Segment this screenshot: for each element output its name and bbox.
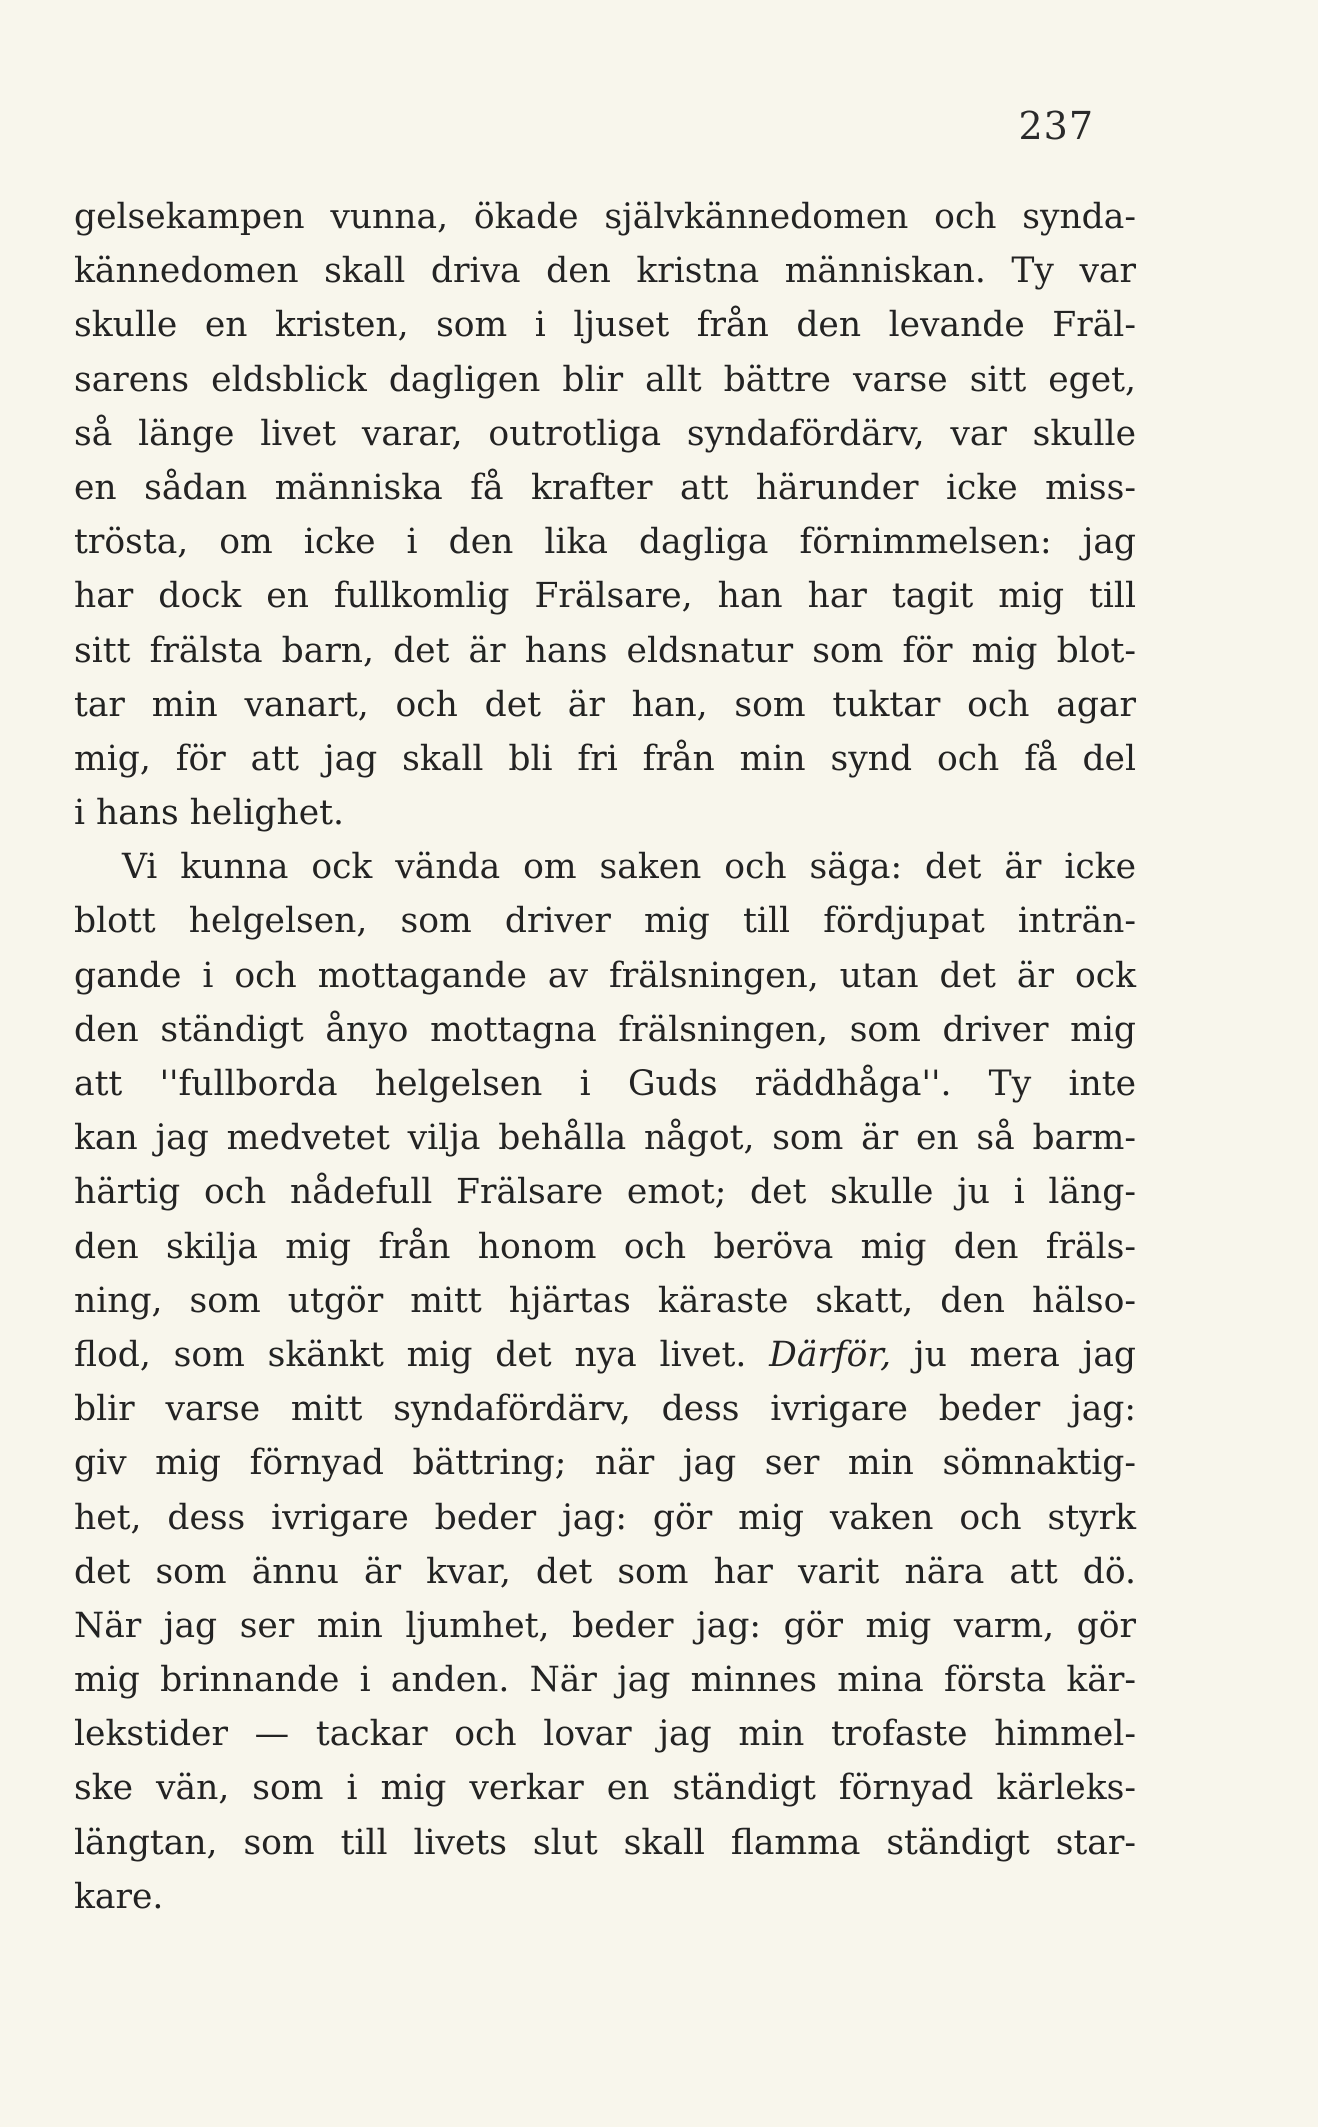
text-line-content: den ständigt ånyo mottagna frälsningen, som driver mig [74,1009,1136,1050]
text-line-content: kan jag medvetet vilja behålla något, som är en så barm- [74,1118,1136,1159]
text-line [74,190,1136,244]
text-line-content: giv mig förnyad bättring; när jag ser min sömnaktig- [74,1443,1136,1484]
text-line-content: längtan, som till livets slut skall flamma ständigt star- [74,1822,1136,1863]
text-line [74,1870,1136,1924]
text-line-content: kare. [74,1876,164,1917]
text-line [74,1436,1136,1490]
text-line [74,1382,1136,1436]
text-line-content: den skilja mig från honom och beröva mig den fräls- [74,1226,1136,1267]
text-line [74,1328,1136,1382]
text-line [74,894,1136,948]
text-line-content: gande i och mottagande av frälsningen, utan det är ock [74,955,1136,996]
text-line [74,1111,1136,1165]
text-line-content: trösta, om icke i den lika dagliga förnimmelsen: jag [74,522,1136,563]
text-line-content: i hans helighet. [74,793,344,834]
text-line [74,298,1136,352]
text-line-content: tar min vanart, och det är han, som tuktar och agar [74,684,1136,725]
text-line [74,1003,1136,1057]
text-line-content: flod, som skänkt mig det nya livet. [74,1334,770,1375]
text-line [74,244,1136,298]
text-line-content: så länge livet varar, outrotliga syndafördärv, var skulle [74,413,1136,454]
text-line-content: sarens eldsblick dagligen blir allt bättre varse sitt eget, [74,359,1136,400]
text-line [74,732,1136,786]
text-line [74,1057,1136,1111]
text-line [74,786,1136,840]
body-text [74,190,1136,1924]
text-line-content: När jag ser min ljumhet, beder jag: gör mig varm, gör [74,1605,1136,1646]
text-line [74,949,1136,1003]
text-line-content: het, dess ivrigare beder jag: gör mig vaken och styrk [74,1497,1136,1538]
text-line [74,840,1136,894]
text-line [74,1761,1136,1815]
text-line [74,569,1136,623]
text-line-content: har dock en fullkomlig Frälsare, han har tagit mig till [74,576,1136,617]
text-line-content: ske vän, som i mig verkar en ständigt förnyad kärleks- [74,1768,1136,1809]
text-line-content: blott helgelsen, som driver mig till fördjupat inträn- [74,901,1136,942]
text-line [74,1816,1136,1870]
text-line [74,678,1136,732]
text-line [74,407,1136,461]
text-line-content: sitt frälsta barn, det är hans eldsnatur som för mig blot- [74,630,1136,671]
text-line [74,624,1136,678]
text-line-content: härtig och nådefull Frälsare emot; det skulle ju i läng- [74,1172,1136,1213]
text-line [74,1165,1136,1219]
text-line-content: skulle en kristen, som i ljuset från den levande Fräl- [74,305,1136,346]
text-line [74,515,1136,569]
text-line-content: mig brinnande i anden. När jag minnes mina första kär- [74,1660,1136,1701]
text-line [74,461,1136,515]
text-line-content: att ''fullborda helgelsen i Guds räddhåga''. Ty inte [74,1064,1136,1104]
text-line-content: en sådan människa få krafter att härunder icke miss- [74,467,1136,508]
text-line [74,353,1136,407]
text-line [74,1599,1136,1653]
page-number: 237 [1018,104,1094,148]
text-line-content: kännedomen skall driva den kristna människan. Ty var [74,251,1136,292]
text-line [74,1545,1136,1599]
text-line-content: blir varse mitt syndafördärv, dess ivrigare beder jag: [74,1389,1136,1430]
emphasis-text: Därför, [769,1334,892,1375]
text-line-content: lekstider — tackar och lovar jag min trofaste himmel- [74,1714,1136,1755]
text-line-content: ning, som utgör mitt hjärtas käraste skatt, den hälso- [74,1280,1136,1321]
text-line-content: mig, för att jag skall bli fri från min synd och få del [74,738,1136,779]
text-line [74,1491,1136,1545]
text-line-content: det som ännu är kvar, det som har varit nära att dö. [74,1551,1136,1592]
text-line [74,1653,1136,1707]
text-line-content: Vi kunna ock vända om saken och säga: det är icke [122,847,1136,888]
text-line-continuation: ju mera jag [891,1334,1137,1375]
text-line [74,1707,1136,1761]
text-line-content: gelsekampen vunna, ökade självkännedomen och synda- [74,197,1136,237]
text-line [74,1274,1136,1328]
text-line [74,1220,1136,1274]
